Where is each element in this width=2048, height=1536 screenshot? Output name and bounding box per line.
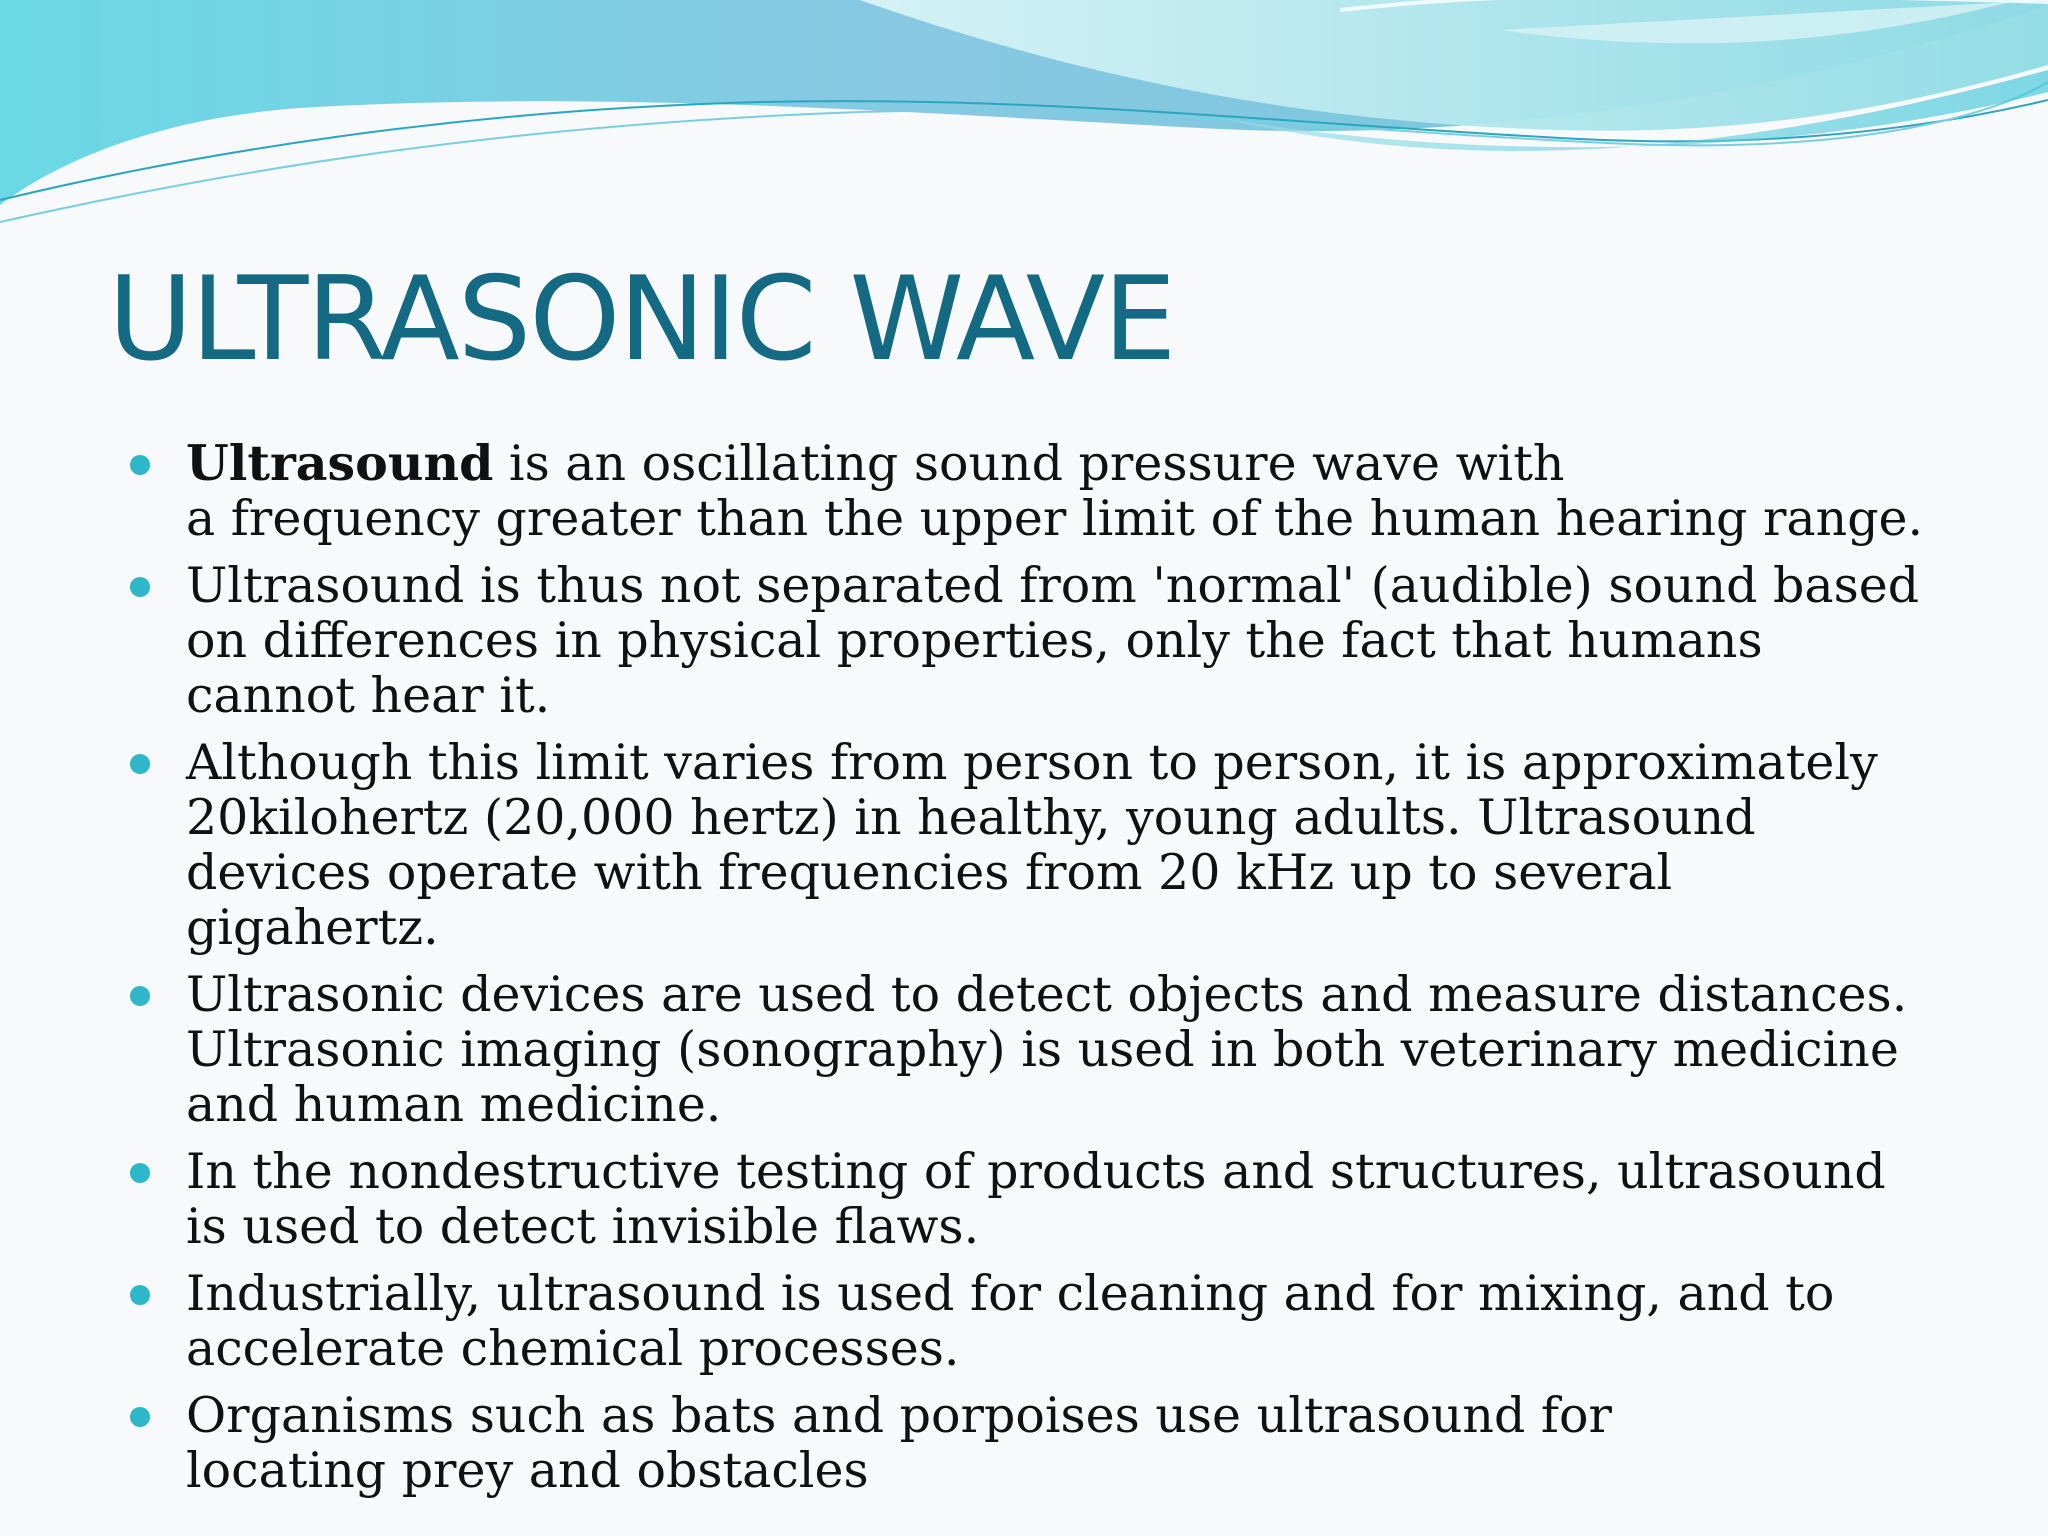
bullet-text: Ultrasound is thus not separated from 'normal' (audible) sound based on differences in physical properties, only the fact that humans cannot hear it. <box>186 557 1920 724</box>
bullet-text <box>186 436 1926 546</box>
bullet-list <box>126 436 1926 1510</box>
list-item <box>126 558 1926 723</box>
list-item <box>126 436 1926 546</box>
header-wave-decoration <box>0 0 2048 240</box>
bullet-icon <box>130 754 150 774</box>
bullet-icon <box>130 455 150 475</box>
list-item <box>126 1388 1926 1498</box>
bullet-text: Ultrasonic devices are used to detect objects and measure distances. Ultrasonic imaging (sonography) is used in both veterinary medicine and human medicine. <box>186 966 1908 1133</box>
bullet-icon <box>130 577 150 597</box>
bullet-icon <box>130 1407 150 1427</box>
bold-term: Ultrasound <box>186 434 494 492</box>
bullet-text: Organisms such as bats and porpoises use ultrasound for locating prey and obstacles <box>186 1387 1612 1499</box>
list-item <box>126 1266 1926 1376</box>
bullet-icon <box>130 986 150 1006</box>
bullet-icon <box>130 1285 150 1305</box>
list-item <box>126 1144 1926 1254</box>
slide-title: ULTRASONIC WAVE <box>108 252 1175 387</box>
bullet-icon <box>130 1163 150 1183</box>
bullet-text: Industrially, ultrasound is used for cleaning and for mixing, and to accelerate chemical processes. <box>186 1265 1835 1377</box>
list-item <box>126 967 1926 1132</box>
bullet-text: Although this limit varies from person to person, it is approximately 20kilohertz (20,000 hertz) in healthy, young adults. Ultrasound devices operate with frequencies from 20 kHz up to several gigahertz. <box>186 734 1878 956</box>
bullet-text: In the nondestructive testing of products and structures, ultrasound is used to detect invisible flaws. <box>186 1143 1886 1255</box>
list-item <box>126 735 1926 955</box>
bullet-text-content: is an oscillating sound pressure wave with a frequency greater than the upper limit of the human hearing range. <box>186 435 1924 547</box>
